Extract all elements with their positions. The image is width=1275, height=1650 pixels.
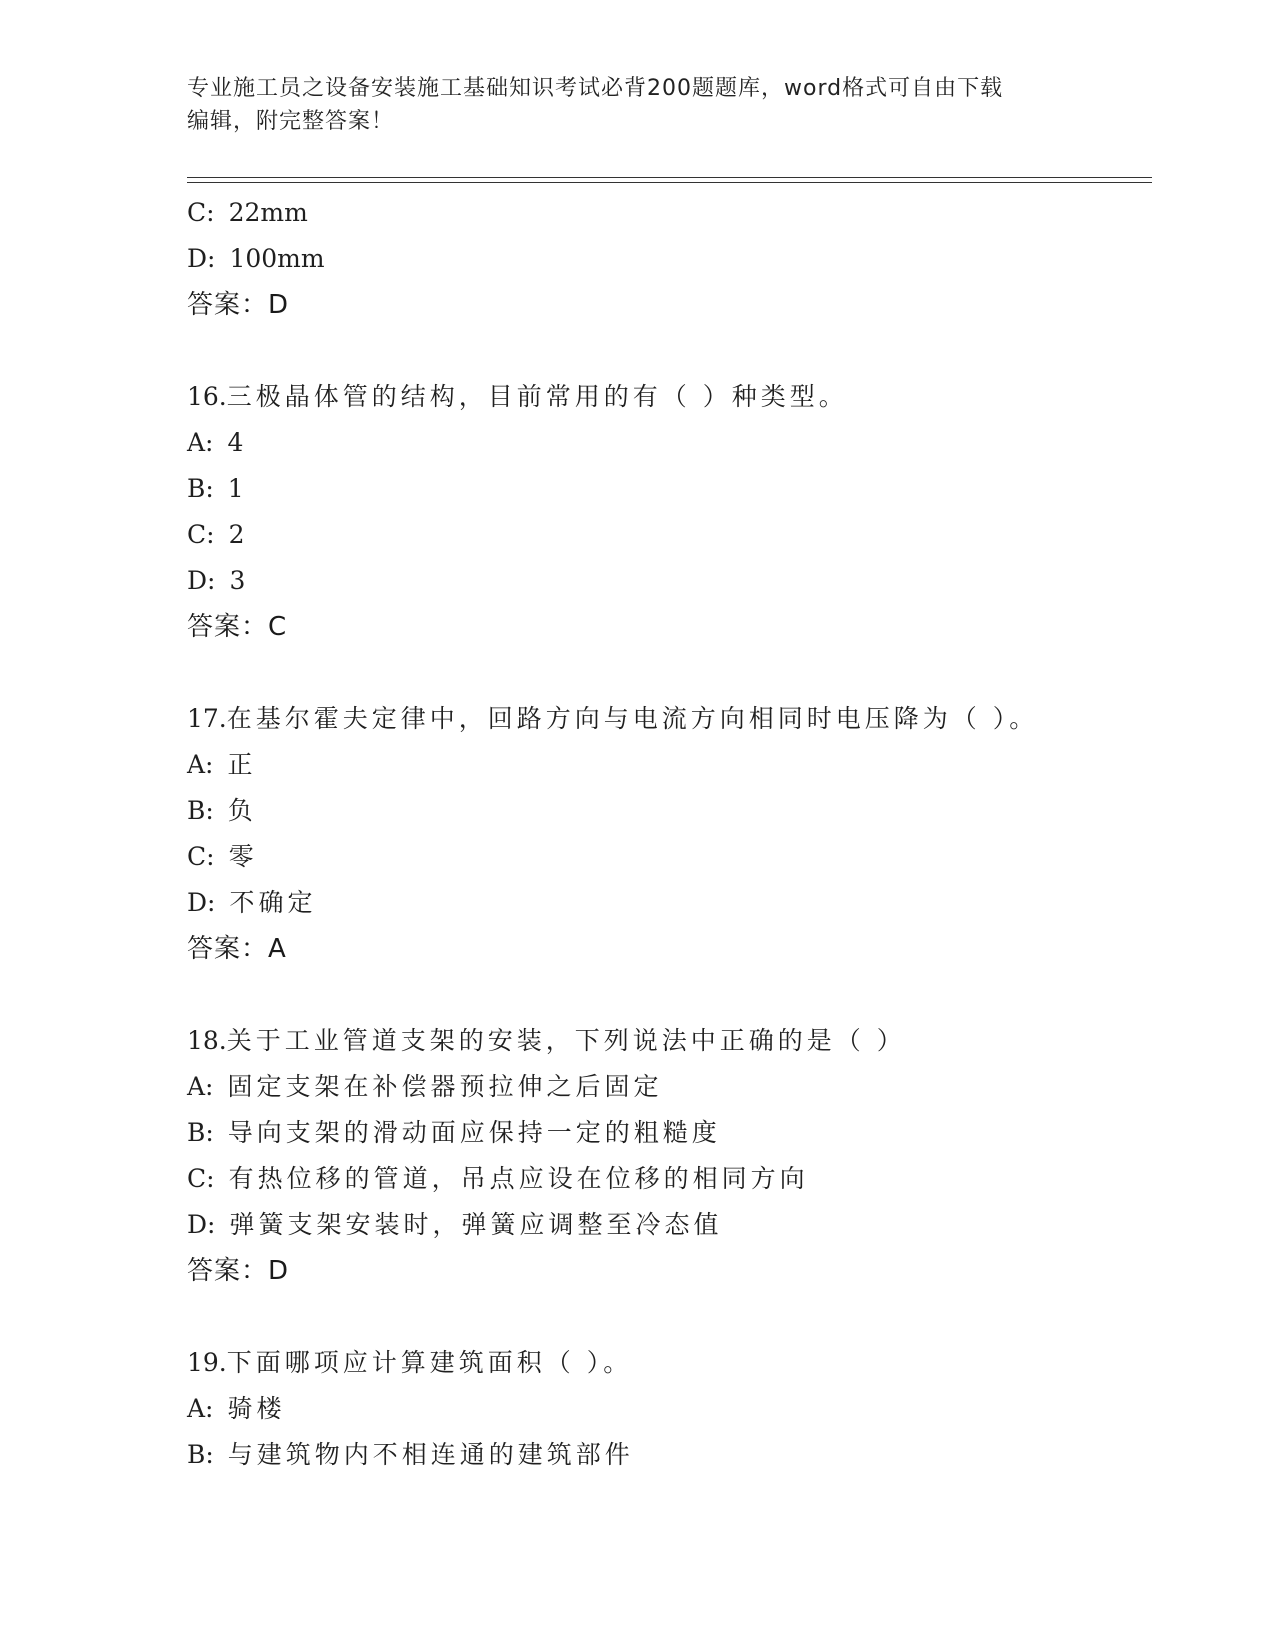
option-key: D: <box>187 1210 216 1239</box>
option-text: 零 <box>228 842 258 871</box>
option-key: D: <box>187 888 216 917</box>
option-key: C: <box>187 520 215 549</box>
question-stem <box>187 1018 1147 1064</box>
option-line <box>187 558 1147 604</box>
option-key: A: <box>187 428 214 457</box>
option-key: C: <box>187 1164 215 1193</box>
option-line <box>187 1064 1147 1110</box>
spacer <box>187 650 1147 696</box>
question-number: 18. <box>187 1026 227 1055</box>
option-text: 正 <box>227 750 257 779</box>
option-key: B: <box>187 474 214 503</box>
option-line <box>187 236 1147 282</box>
question-text: 下面哪项应计算建筑面积（ ）。 <box>226 1348 633 1377</box>
document-header <box>187 72 1087 138</box>
question-text: 三极晶体管的结构，目前常用的有（ ）种类型。 <box>226 382 848 411</box>
option-line <box>187 512 1147 558</box>
option-line <box>187 190 1147 236</box>
question-stem <box>187 374 1147 420</box>
option-line <box>187 880 1147 926</box>
question-number: 19. <box>187 1348 227 1377</box>
header-divider-bottom <box>187 182 1152 183</box>
option-key: C: <box>187 198 215 227</box>
option-text: 1 <box>227 474 244 503</box>
option-text: 4 <box>227 428 244 457</box>
option-text: 不确定 <box>229 888 317 917</box>
option-key: C: <box>187 842 215 871</box>
spacer <box>187 972 1147 1018</box>
option-text: 22mm <box>228 198 308 227</box>
option-key: B: <box>187 1440 214 1469</box>
question-text: 在基尔霍夫定律中，回路方向与电流方向相同时电压降为（ ）。 <box>226 704 1039 733</box>
option-key: A: <box>187 1394 214 1423</box>
option-text: 导向支架的滑动面应保持一定的粗糙度 <box>227 1118 721 1147</box>
question-text: 关于工业管道支架的安装，下列说法中正确的是（ ） <box>226 1026 906 1055</box>
option-text: 骑楼 <box>227 1394 286 1423</box>
option-text: 100mm <box>229 244 325 273</box>
question-number: 17. <box>187 704 227 733</box>
header-title-line-1: 专业施工员之设备安装施工基础知识考试必背200题题库，word格式可自由下载 <box>187 76 1004 101</box>
option-key: B: <box>187 1118 214 1147</box>
option-line <box>187 1202 1147 1248</box>
question-stem <box>187 1340 1147 1386</box>
spacer <box>187 328 1147 374</box>
option-key: D: <box>187 566 216 595</box>
question-list <box>187 190 1147 1478</box>
header-divider-top <box>187 177 1152 178</box>
option-line <box>187 1110 1147 1156</box>
option-text: 有热位移的管道，吊点应设在位移的相同方向 <box>228 1164 809 1193</box>
option-text: 2 <box>228 520 245 549</box>
option-line <box>187 1386 1147 1432</box>
option-line <box>187 1156 1147 1202</box>
option-text: 3 <box>229 566 246 595</box>
option-key: A: <box>187 750 214 779</box>
answer-line: 答案：D <box>187 290 290 320</box>
option-key: A: <box>187 1072 214 1101</box>
option-text: 固定支架在补偿器预拉伸之后固定 <box>227 1072 663 1101</box>
option-line <box>187 466 1147 512</box>
answer-line: 答案：C <box>187 612 288 642</box>
question-number: 16. <box>187 382 227 411</box>
header-title-line-2: 编辑，附完整答案！ <box>187 109 395 134</box>
option-text: 负 <box>227 796 257 825</box>
option-line <box>187 742 1147 788</box>
option-key: D: <box>187 244 216 273</box>
option-line <box>187 1432 1147 1478</box>
option-line <box>187 834 1147 880</box>
option-line <box>187 420 1147 466</box>
answer-line: 答案：D <box>187 1256 290 1286</box>
option-text: 弹簧支架安装时，弹簧应调整至冷态值 <box>229 1210 723 1239</box>
question-stem <box>187 696 1147 742</box>
option-key: B: <box>187 796 214 825</box>
answer-line: 答案：A <box>187 934 287 964</box>
option-line <box>187 788 1147 834</box>
spacer <box>187 1294 1147 1340</box>
option-text: 与建筑物内不相连通的建筑部件 <box>227 1440 634 1469</box>
